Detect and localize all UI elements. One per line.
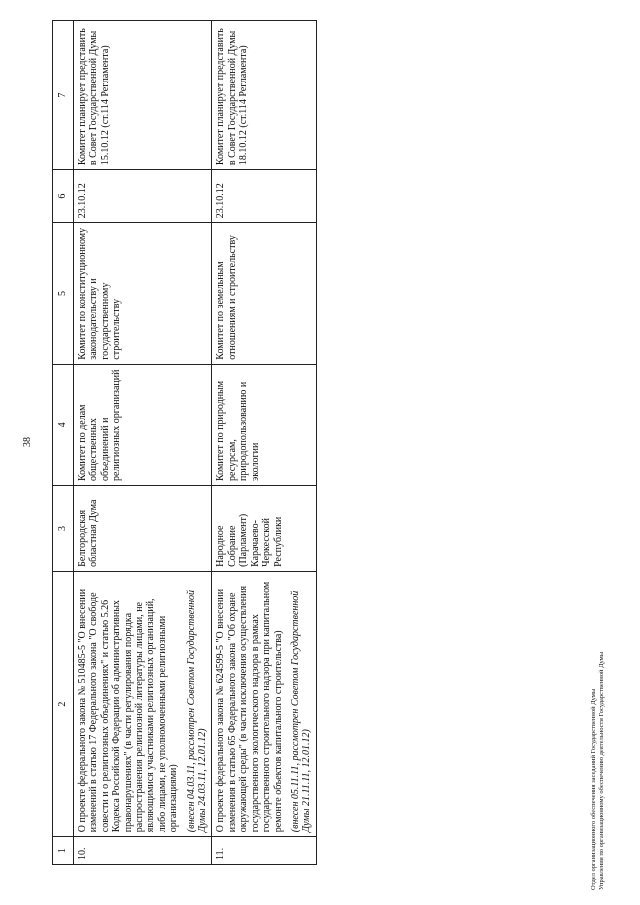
responsible-committee: Комитет по земельным отношениям и строительству bbox=[212, 223, 316, 365]
table-row bbox=[74, 21, 212, 865]
rotated-page-content bbox=[52, 20, 584, 865]
co-executor-committee: Комитет по природным ресурсам, природопользованию и экологии bbox=[212, 364, 316, 485]
column-header: 4 bbox=[53, 364, 74, 485]
bill-description-cell bbox=[74, 571, 212, 836]
footer-line: Управления по организационному обеспечению деятельности Государственной Думы bbox=[598, 651, 605, 890]
column-header: 1 bbox=[53, 837, 74, 865]
column-header: 2 bbox=[53, 571, 74, 836]
table-row bbox=[212, 21, 316, 865]
footer-line: Отдел организационного обеспечения заседаний Государственной Думы bbox=[590, 688, 597, 890]
footer bbox=[590, 530, 606, 890]
row-number: 10. bbox=[74, 837, 212, 865]
initiator: Белгородская областная Дума bbox=[74, 485, 212, 571]
bills-table bbox=[52, 20, 317, 865]
row-number: 11. bbox=[212, 837, 316, 865]
consideration-date: 23.10.12 bbox=[74, 170, 212, 223]
bill-note: (внесен 05.11.11, рассмотрен Советом Государственной Думы 21.11.11, 12.01.12) bbox=[289, 590, 313, 833]
column-header: 3 bbox=[53, 485, 74, 571]
committee-plan: Комитет планирует представить в Совет Государственной Думы 15.10.12 (ст.114 Регламента) bbox=[74, 21, 212, 170]
co-executor-committee: Комитет по делам общественных объединений и религиозных организаций bbox=[74, 364, 212, 485]
committee-plan: Комитет планирует представить в Совет Государственной Думы 18.10.12 (ст.114 Регламента) bbox=[212, 21, 316, 170]
initiator: Народное Собрание (Парламент) Карачаево-Черкесской Республики bbox=[212, 485, 316, 571]
column-header: 7 bbox=[53, 21, 74, 170]
bill-description: О проекте федерального закона № 624599-5 "О внесении изменения в статью 65 Федерального закона "Об охране окружающей среды" (в части исключения осуществления государственного экологического надзора в рамках государственного строительного надзора при капитальном ремонте объектов капитального строительства) bbox=[215, 581, 284, 833]
bill-note: (внесен 04.03.11, рассмотрен Советом Государственной Думы 24.03.11, 12.01.12) bbox=[185, 589, 209, 833]
responsible-committee: Комитет по конституционному законодательству и государственному строительству bbox=[74, 223, 212, 365]
bill-description-cell bbox=[212, 571, 316, 836]
table-header-row bbox=[53, 21, 74, 865]
page-number: 38 bbox=[22, 437, 33, 447]
column-header: 6 bbox=[53, 170, 74, 223]
consideration-date: 23.10.12 bbox=[212, 170, 316, 223]
column-header: 5 bbox=[53, 223, 74, 365]
bill-description: О проекте федерального закона № 510485-5 "О внесении изменений в статью 17 Федерального закона "О свободе совести и о религиозных объединениях" и статью 5.26 Кодекса Российской Федерации об административных правонарушениях" (в части регулирования порядка распространения религиозной литературы лицами, не являющимися участниками религиозных организаций, либо лицами, не уполномоченными религиозными организациями) bbox=[77, 588, 180, 833]
